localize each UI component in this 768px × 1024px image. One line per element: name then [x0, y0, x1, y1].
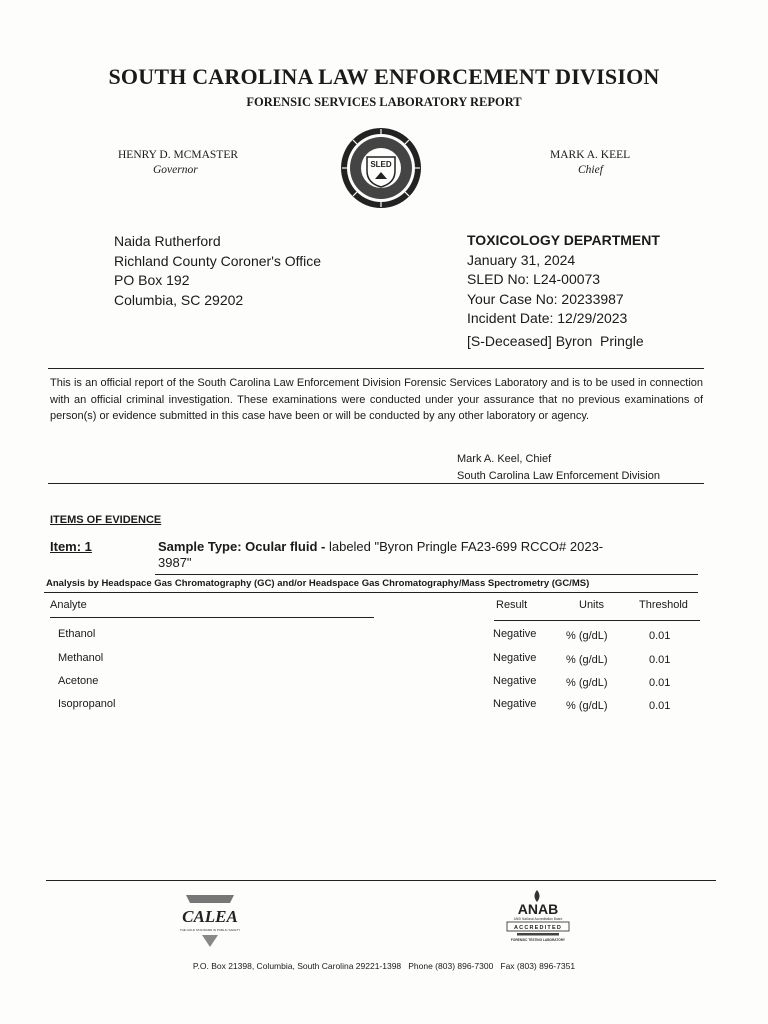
sled-seal-icon	[340, 127, 422, 209]
recipient-office: Richland County Coroner's Office	[114, 252, 322, 269]
table-row-units: % (g/dL)	[566, 677, 608, 689]
footer-rule	[46, 880, 716, 881]
table-row-units: % (g/dL)	[566, 700, 608, 712]
column-units: Units	[579, 599, 605, 611]
item-description	[158, 539, 628, 571]
table-row-units: % (g/dL)	[566, 654, 608, 666]
department-name: TOXICOLOGY DEPARTMENT	[467, 232, 660, 248]
case-number: Your Case No: 20233987	[467, 290, 624, 307]
report-date: January 31, 2024	[467, 251, 576, 268]
item-label: Item: 1	[50, 539, 92, 554]
sample-type: Sample Type: Ocular fluid	[158, 539, 318, 554]
notice-top-rule	[48, 368, 704, 369]
anab-lab-type: FORENSIC TESTING LABORATORY	[510, 938, 566, 942]
recipient-block	[114, 232, 321, 310]
recipient-name: Naida Rutherford	[114, 233, 221, 249]
report-subtitle: FORENSIC SERVICES LABORATORY REPORT	[246, 95, 522, 109]
table-row-result: Negative	[493, 698, 537, 710]
analysis-method: Analysis by Headspace Gas Chromatography (GC) and/or Headspace Gas Chromatography/Mass Spectrometry (GC/MS)	[46, 578, 590, 589]
table-row-result: Negative	[493, 652, 537, 664]
recipient-po-box: PO Box 192	[114, 272, 190, 289]
governor-name: HENRY D. MCMASTER	[118, 149, 239, 161]
seal-text: SLED	[370, 160, 392, 169]
table-row-analyte: Methanol	[58, 652, 104, 664]
signature-name: Mark A. Keel, Chief	[457, 453, 552, 465]
sample-label: labeled "Byron Pringle FA23-699 RCCO# 2023-3987"	[158, 539, 604, 570]
anab-accredited: ACCREDITED	[513, 925, 563, 931]
result-header-rule	[494, 620, 700, 621]
signature-block	[457, 451, 660, 485]
chief-role: Chief	[578, 164, 603, 176]
table-row-result: Negative	[493, 675, 537, 687]
calea-wordmark: CALEA	[182, 907, 238, 926]
table-row-analyte: Isopropanol	[58, 698, 116, 710]
item-separator: -	[317, 539, 329, 554]
calea-tagline: THE GOLD STANDARD IN PUBLIC SAFETY	[179, 928, 241, 932]
column-threshold: Threshold	[639, 599, 688, 611]
table-row-units: % (g/dL)	[566, 630, 608, 642]
anab-wordmark: ANAB	[517, 901, 559, 917]
item-rule	[155, 574, 698, 575]
signature-org: South Carolina Law Enforcement Division	[457, 470, 660, 482]
incident-date: Incident Date: 12/29/2023	[467, 310, 628, 327]
column-analyte: Analyte	[50, 599, 87, 611]
table-row-analyte: Ethanol	[58, 628, 96, 640]
recipient-city: Columbia, SC 29202	[114, 291, 244, 308]
table-row-result: Negative	[493, 628, 537, 640]
column-result: Result	[496, 599, 528, 611]
table-row-threshold: 0.01	[649, 677, 671, 689]
subject-line: [S-Deceased] Byron Pringle	[467, 333, 644, 349]
anab-logo-icon	[503, 888, 573, 952]
sled-number: SLED No: L24-00073	[467, 271, 601, 288]
evidence-heading: ITEMS OF EVIDENCE	[50, 514, 162, 526]
chief-name: MARK A. KEEL	[550, 149, 631, 161]
page-title: SOUTH CAROLINA LAW ENFORCEMENT DIVISION	[108, 64, 660, 89]
report-info-block	[467, 231, 660, 329]
table-row-threshold: 0.01	[649, 700, 671, 712]
table-row-threshold: 0.01	[649, 630, 671, 642]
table-row-threshold: 0.01	[649, 654, 671, 666]
notice-bottom-rule	[48, 483, 704, 484]
method-rule	[44, 592, 698, 593]
calea-logo-icon	[178, 893, 242, 949]
table-row-analyte: Acetone	[58, 675, 99, 687]
governor-role: Governor	[153, 164, 198, 176]
official-notice: This is an official report of the South Carolina Law Enforcement Division Forensic Services Laboratory and is to be used in connection with an official criminal investigation. These examinations were conducted under your assurance that no previous examinations of person(s) or evidence submitted in this case have been or will be conducted by any other laboratory or agency.	[50, 377, 703, 422]
analyte-header-rule	[50, 617, 374, 618]
footer-contact: P.O. Box 21398, Columbia, South Carolina 29221-1398 Phone (803) 896-7300 Fax (803) 896-7351	[192, 961, 576, 971]
anab-subtitle: ANSI National Accreditation Board	[513, 917, 563, 921]
